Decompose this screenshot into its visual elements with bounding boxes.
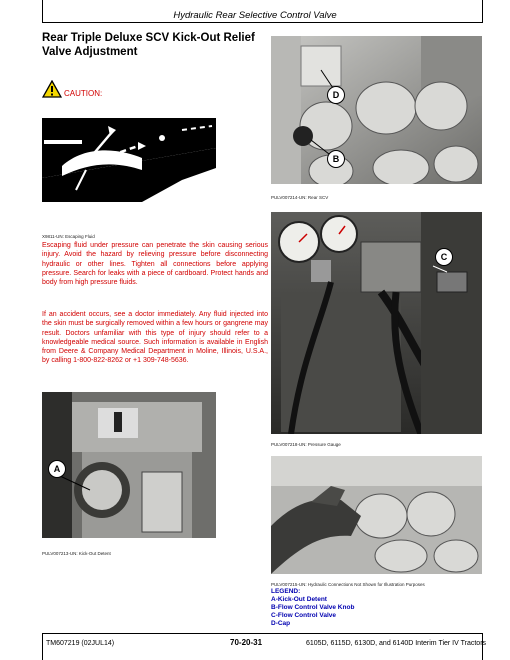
legend-item: C-Flow Control Valve — [271, 612, 337, 619]
callout-d: D — [327, 86, 345, 104]
header-right-tick — [482, 0, 483, 23]
footer-page-number: 70-20-31 — [230, 638, 263, 647]
header-left-tick — [42, 0, 43, 23]
caution-label: CAUTION: — [64, 89, 103, 98]
figure-caption: X9811-UN: Escaping Fluid — [42, 234, 95, 239]
callout-c: C — [435, 248, 453, 266]
footer-rule — [42, 633, 482, 634]
legend-item: D-Cap — [271, 620, 291, 627]
legend-item: B-Flow Control Valve Knob — [271, 604, 355, 611]
section-title: Rear Triple Deluxe SCV Kick-Out Relief Valve Adjustment — [42, 32, 255, 58]
warning-paragraph-2: If an accident occurs, see a doctor immediately. Any fluid injected into the skin must be surgically removed within a few hours or gangrene may result. Doctors unfamiliar with this type of injury should refer to a knowledgeable medical source. Such information is available in English from Deere & Company Medical Department in Moline, Illinois, U.S.A., by calling 1-800-822-8262 or +1 309-748-5636. — [42, 311, 268, 365]
footer-doc-id: TM607219 (02JUL14) — [46, 640, 115, 647]
figure-caption: PULV007214-UN: Rear SCV — [271, 195, 329, 200]
footer-left-tick — [42, 633, 43, 660]
figure-caption: PULV007215-UN: Hydraulic Connections Not Shown for Illustration Purposes — [271, 582, 425, 587]
warning-paragraph-1: Escaping fluid under pressure can penetrate the skin causing serious injury. Avoid the hazard by relieving pressure before disconnecting hydraulic or other lines. Tighten all connections before applying pressure. Search for leaks with a piece of cardboard. Protect hands and body from high pressure fluids. — [42, 242, 268, 287]
escaping-fluid-illustration — [42, 118, 216, 202]
warning-triangle-icon — [42, 80, 62, 98]
header-rule — [42, 22, 482, 23]
legend-item: A-Kick-Out Detent — [271, 596, 327, 603]
kickout-detent-photo — [42, 392, 216, 538]
pressure-gauge-photo — [271, 212, 482, 434]
caution-block — [42, 80, 122, 100]
callout-a: A — [48, 460, 66, 478]
legend — [271, 588, 354, 628]
page-header-title: Hydraulic Rear Selective Control Valve — [173, 10, 337, 21]
rear-scv-photo — [271, 36, 482, 184]
figure-caption: PULV007218-UN: Pressure Gauge — [271, 442, 341, 447]
legend-title: LEGEND: — [271, 588, 301, 595]
hydraulic-connections-photo — [271, 456, 482, 574]
callout-b: B — [327, 150, 345, 168]
footer-model-list: 6105D, 6115D, 6130D, and 6140D Interim Tier IV Tractors — [306, 640, 487, 647]
figure-caption: PULV007213-UN: Kick-Out Detent — [42, 551, 111, 556]
